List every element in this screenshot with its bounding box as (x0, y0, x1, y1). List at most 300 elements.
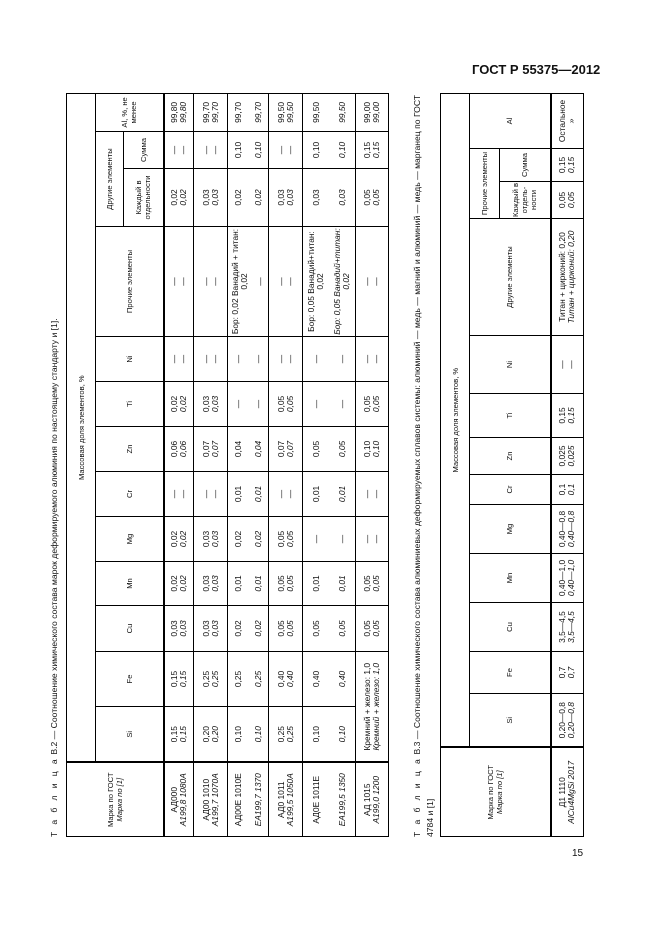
value-reference: 0,05 (371, 575, 381, 592)
grade-header (67, 763, 164, 837)
value-standard: 0,02 (232, 530, 243, 548)
cell-content (194, 170, 227, 225)
value-cell (194, 652, 228, 707)
cell-content (228, 708, 268, 761)
cell-content (194, 133, 227, 167)
value-cell (551, 475, 584, 505)
cell-content (228, 228, 268, 335)
cell-content (356, 228, 388, 335)
grade-header-ref: Марка по [1] (114, 777, 124, 822)
value-cell (356, 472, 389, 517)
element-header-mg: Mg (96, 517, 164, 562)
value-reference: 0,03 (336, 189, 347, 206)
value-standard: 0,10 (232, 141, 243, 159)
cell-content (552, 183, 584, 217)
value-standard: Бор: 0,05 Ванадий+титан: 0,02 (306, 231, 325, 332)
value-cell (551, 438, 584, 475)
grade-header-gost: Марка по ГОСТ (105, 772, 115, 828)
value-cell (269, 337, 303, 382)
value-standard: 0,03 (200, 575, 211, 592)
value-standard: АД0 1011 (275, 781, 286, 819)
mass-fraction-header: Массовая доля элементов, % (441, 93, 470, 747)
value-standard: — (310, 399, 321, 409)
value-standard: 0,05 (275, 620, 286, 637)
cell-content (356, 383, 388, 425)
value-reference: 0,1 (566, 483, 577, 496)
value-cell (228, 562, 269, 606)
value-cell (228, 652, 269, 707)
value-cell (303, 517, 356, 562)
value-cell (356, 427, 389, 472)
value-standard: — (200, 354, 211, 364)
value-standard: 99,50 (275, 101, 286, 123)
table-row (356, 93, 389, 836)
grade-cell (269, 763, 303, 837)
value-reference: 0,06 (177, 440, 188, 458)
value-cell (303, 707, 356, 763)
cell-content (552, 476, 584, 503)
value-standard: 0,01 (232, 575, 243, 592)
cell-content (165, 563, 194, 604)
value-standard: 0,40 (310, 670, 321, 688)
cell-content (165, 708, 194, 761)
value-standard: АД0Е 1011Е (310, 775, 321, 824)
value-standard: 0,03 (168, 620, 179, 637)
value-standard: 0,40—0,8 (557, 510, 568, 548)
value-cell (164, 382, 194, 427)
cell-content (269, 765, 302, 836)
cell-content (356, 653, 388, 761)
value-reference: 0,05 (336, 440, 347, 458)
cell-content (194, 765, 227, 836)
value-reference: 0,05 (284, 620, 295, 637)
value-reference: 0,40 (336, 670, 347, 688)
value-cell (194, 169, 228, 227)
value-standard: — (275, 354, 286, 364)
value-standard: 0,7 (557, 666, 568, 679)
table-row (228, 93, 269, 836)
value-standard: 0,03 (200, 620, 211, 637)
value-cell (194, 562, 228, 606)
value-cell (269, 169, 303, 227)
cell-content (552, 395, 584, 436)
cell-content (194, 428, 227, 470)
value-standard: 0,06 (168, 440, 179, 458)
cell-content (194, 228, 227, 335)
element-header-cu: Cu (96, 606, 164, 652)
value-reference: 0,01 (252, 485, 263, 503)
cell-content (194, 338, 227, 380)
value-reference: 0,05 (371, 189, 381, 206)
value-reference: 0,15 (177, 726, 188, 743)
value-reference: 0,05 (284, 530, 295, 548)
value-reference: — (371, 489, 381, 499)
value-cell (194, 606, 228, 652)
value-standard: 0,05 (362, 620, 372, 637)
value-standard: АД00 1010 (200, 778, 211, 821)
value-reference: 0,10 (252, 726, 263, 743)
value-reference: 0,05 (336, 620, 347, 637)
value-reference: 0,025 (566, 445, 577, 467)
value-standard: 0,05 (362, 395, 372, 413)
value-standard: — (168, 489, 179, 499)
value-reference: А199,5 1050А (284, 773, 295, 827)
value-standard: — (275, 145, 286, 155)
value-cell (228, 472, 269, 517)
document-id-header: ГОСТ Р 55375—2012 (472, 62, 601, 77)
value-standard: 0,25 (200, 670, 211, 688)
cell-content (552, 750, 584, 836)
value-reference: 0,15 (371, 141, 381, 159)
value-standard: АД00Е 1010Е (232, 773, 243, 827)
value-standard: 0,02 (168, 575, 179, 592)
table-row (551, 93, 584, 836)
value-reference: 99,80 (177, 101, 188, 123)
value-reference: 0,01 (336, 575, 347, 592)
value-cell (356, 606, 389, 652)
value-standard: 99,70 (200, 101, 211, 123)
value-cell (356, 382, 389, 427)
value-standard: 0,01 (310, 485, 321, 503)
value-cell (303, 169, 356, 227)
value-cell (269, 652, 303, 707)
value-reference: 0,05 (284, 575, 295, 592)
value-reference: 0,25 (209, 670, 220, 688)
value-standard: АД000 (168, 787, 179, 813)
cell-content (165, 653, 194, 705)
value-standard: 0,04 (232, 440, 243, 458)
value-cell (164, 132, 194, 169)
value-standard: 0,15 (168, 726, 179, 743)
value-standard: 0,03 (275, 189, 286, 206)
value-reference: — (371, 534, 381, 544)
value-standard: — (310, 534, 321, 544)
value-reference: 0,20—0,8 (566, 702, 577, 739)
value-reference: 0,03 (209, 530, 220, 548)
cell-content (228, 428, 268, 470)
value-reference: — (177, 354, 188, 364)
element-header-si: Si (470, 694, 551, 748)
value-cell (194, 707, 228, 763)
value-cell (551, 182, 584, 219)
value-reference: 0,03 (209, 395, 220, 413)
value-standard: 0,05 (310, 620, 321, 637)
value-cell (269, 227, 303, 337)
table-row (269, 93, 303, 836)
value-standard: — (168, 354, 179, 364)
value-cell (164, 517, 194, 562)
cell-content (228, 518, 268, 560)
value-cell (551, 652, 584, 694)
table2 (66, 93, 389, 837)
value-reference: AlCu4MgSi 2017 (566, 760, 577, 824)
value-standard: 0,05 (557, 191, 568, 209)
value-cell (303, 132, 356, 169)
cell-content (269, 133, 302, 167)
value-standard: — (275, 489, 286, 499)
value-reference: 3,5—4,5 (566, 611, 577, 643)
value-standard: 0,01 (232, 485, 243, 503)
value-reference: 0,05 (566, 191, 577, 209)
value-reference: 99,50 (336, 101, 347, 123)
cell-content (303, 653, 355, 705)
value-standard: 99,50 (310, 101, 321, 123)
value-reference: 0,02 (177, 575, 188, 592)
value-cell (551, 603, 584, 652)
value-reference: 0,07 (284, 440, 295, 458)
value-reference: 0,15 (566, 156, 577, 174)
value-reference: — (371, 354, 381, 364)
value-cell (164, 93, 194, 131)
value-reference: 0,03 (209, 575, 220, 592)
value-reference: — (284, 277, 295, 286)
cell-content (228, 765, 268, 836)
cell-content (356, 338, 388, 380)
value-cell (269, 93, 303, 131)
value-reference: — (336, 534, 347, 544)
value-reference: 99,50 (284, 101, 295, 123)
cell-content (269, 383, 302, 425)
value-reference: 0,03 (209, 189, 220, 206)
grade-cell (228, 763, 269, 837)
other-elements-header: Другие элементы (470, 219, 551, 336)
value-standard: 0,15 (557, 156, 568, 174)
mass-fraction-header: Массовая доля элементов, % (67, 93, 96, 762)
cell-content (303, 95, 355, 130)
cell-content (269, 708, 302, 761)
value-reference: — (209, 145, 220, 155)
grade-cell (164, 763, 194, 837)
element-header-zn: Zn (96, 427, 164, 472)
value-reference: — (284, 354, 295, 364)
value-cell (164, 707, 194, 763)
each-element-header: Каждый в отдель-ности (500, 182, 551, 219)
value-standard: — (362, 489, 372, 499)
cell-content (165, 518, 194, 560)
value-reference: — (252, 354, 263, 364)
cell-content (269, 95, 302, 130)
value-standard: 0,15 (168, 670, 179, 688)
value-cell (356, 337, 389, 382)
cell-content (303, 383, 355, 425)
cell-content (552, 604, 584, 650)
value-standard: 0,10 (310, 141, 321, 159)
value-standard: 0,40—1,0 (557, 559, 568, 597)
cell-content (165, 607, 194, 650)
value-reference: 0,05 (371, 620, 381, 637)
value-reference: 0,05 (284, 395, 295, 413)
cell-content (269, 338, 302, 380)
value-cell (356, 227, 389, 337)
value-reference: ЕА199,5 1350 (336, 773, 347, 827)
grade-cell (303, 763, 356, 837)
value-standard: Бор: 0,02 Ванадий + титан: 0,02 (230, 228, 250, 335)
value-reference: 0,25 (252, 670, 263, 688)
value-cell (551, 219, 584, 336)
value-standard: 0,03 (200, 189, 211, 206)
table2-caption-text: В.2 — Соотношение химического состава марок деформируемого алюминия по настоящему стандарту и [1]. (49, 318, 59, 757)
value-reference: — (177, 277, 188, 286)
value-standard: Кремний + железо: 1,0 (362, 662, 372, 751)
cell-content (165, 383, 194, 425)
value-cell (303, 227, 356, 337)
cell-content (228, 473, 268, 515)
value-cell (269, 427, 303, 472)
cell-content (194, 383, 227, 425)
value-standard: 0,03 (200, 395, 211, 413)
element-header-ti: Ti (96, 382, 164, 427)
value-standard: 99,00 (362, 101, 372, 123)
element-header-fe: Fe (470, 652, 551, 694)
value-cell (303, 606, 356, 652)
cell-content (194, 518, 227, 560)
value-reference: 99,70 (252, 101, 263, 123)
value-cell (228, 606, 269, 652)
cell-content (194, 607, 227, 650)
cell-content (303, 607, 355, 650)
value-standard: 0,10 (362, 440, 372, 458)
cell-content (303, 170, 355, 225)
table-row (194, 93, 228, 836)
value-cell (269, 472, 303, 517)
cell-content (356, 607, 388, 650)
value-reference: 0,40—0,8 (566, 510, 577, 548)
cell-content (228, 607, 268, 650)
value-reference: — (209, 489, 220, 499)
value-standard: 0,15 (362, 141, 372, 159)
value-cell (303, 472, 356, 517)
value-cell (228, 132, 269, 169)
cell-content (194, 653, 227, 705)
cell-content (303, 338, 355, 380)
value-standard: — (362, 534, 372, 544)
element-header-ni: Ni (470, 336, 551, 394)
cell-content (303, 563, 355, 604)
cell-content (165, 95, 194, 130)
value-cell (194, 382, 228, 427)
value-cell (551, 394, 584, 438)
value-standard: 0,05 (310, 440, 321, 458)
value-standard: 0,05 (362, 575, 372, 592)
cell-content (303, 133, 355, 167)
value-cell (228, 517, 269, 562)
value-reference: 0,10 (252, 141, 263, 159)
sum-header: Сумма (124, 132, 164, 169)
value-standard: 0,15 (557, 407, 568, 424)
value-cell (194, 472, 228, 517)
other-elements-group-header: Прочие элементы (470, 149, 500, 219)
value-reference: » (566, 118, 577, 124)
value-cell (164, 606, 194, 652)
value-cell (269, 382, 303, 427)
cell-content (356, 428, 388, 470)
cell-content (552, 220, 584, 334)
value-standard: — (232, 354, 243, 364)
cell-content (269, 518, 302, 560)
cell-content (194, 95, 227, 130)
value-standard: — (168, 277, 179, 286)
element-header-zn: Zn (470, 438, 551, 475)
cell-content (303, 518, 355, 560)
value-reference: 99,00 (371, 101, 381, 123)
cell-content (269, 563, 302, 604)
page-number: 15 (572, 848, 584, 859)
value-cell (551, 336, 584, 394)
value-standard: Остальное (557, 99, 568, 143)
cell-content (552, 150, 584, 180)
value-cell (356, 517, 389, 562)
value-standard: 99,80 (168, 101, 179, 123)
cell-content (194, 473, 227, 515)
value-cell (551, 505, 584, 554)
cell-content (303, 228, 355, 335)
value-reference: 0,15 (566, 407, 577, 424)
value-standard: 0,02 (168, 530, 179, 548)
cell-content (194, 708, 227, 761)
value-reference: 0,03 (284, 189, 295, 206)
cell-content (552, 695, 584, 746)
each-element-header: Каждый в отдельности (124, 169, 164, 227)
value-cell (164, 652, 194, 707)
value-cell (269, 707, 303, 763)
value-standard: 0,25 (275, 726, 286, 743)
cell-content (165, 765, 194, 836)
value-cell (303, 652, 356, 707)
value-cell (164, 227, 194, 337)
value-reference: А199,0 1200 (371, 776, 381, 824)
value-cell (228, 707, 269, 763)
element-header-fe: Fe (96, 652, 164, 707)
value-standard: 0,05 (362, 189, 372, 206)
other-elements-group-header: Другие элементы (96, 132, 124, 227)
value-cell (194, 132, 228, 169)
value-cell (303, 427, 356, 472)
value-standard: 0,25 (232, 670, 243, 688)
value-standard: 0,01 (310, 575, 321, 592)
value-standard: 99,70 (232, 101, 243, 123)
cell-content (356, 170, 388, 225)
table2-caption-label: Т а б л и ц а (49, 757, 59, 837)
value-cell (164, 472, 194, 517)
value-cell (164, 337, 194, 382)
value-reference: 0,40—1,0 (566, 559, 577, 597)
cell-content (269, 170, 302, 225)
value-cell (356, 93, 389, 131)
value-cell (269, 562, 303, 606)
value-cell (164, 562, 194, 606)
cell-content (303, 428, 355, 470)
cell-content (228, 170, 268, 225)
value-reference: 0,07 (209, 440, 220, 458)
value-reference: 0,01 (252, 575, 263, 592)
cell-content (228, 653, 268, 705)
value-standard: 0,03 (310, 189, 321, 206)
cell-content (552, 337, 584, 392)
element-header-cr: Cr (470, 475, 551, 505)
value-reference: А199,7 1070А (209, 773, 220, 827)
value-reference: — (284, 489, 295, 499)
value-standard: 0,05 (275, 530, 286, 548)
cell-content (552, 506, 584, 552)
value-standard: — (557, 360, 568, 369)
table3-caption-label: Т а б л и ц а (412, 756, 422, 837)
value-standard: 0,02 (232, 189, 243, 206)
element-header-si: Si (96, 707, 164, 763)
value-reference: 0,7 (566, 666, 577, 679)
table3-caption (411, 95, 437, 837)
cell-content (228, 95, 268, 130)
value-standard: 0,10 (310, 726, 321, 743)
